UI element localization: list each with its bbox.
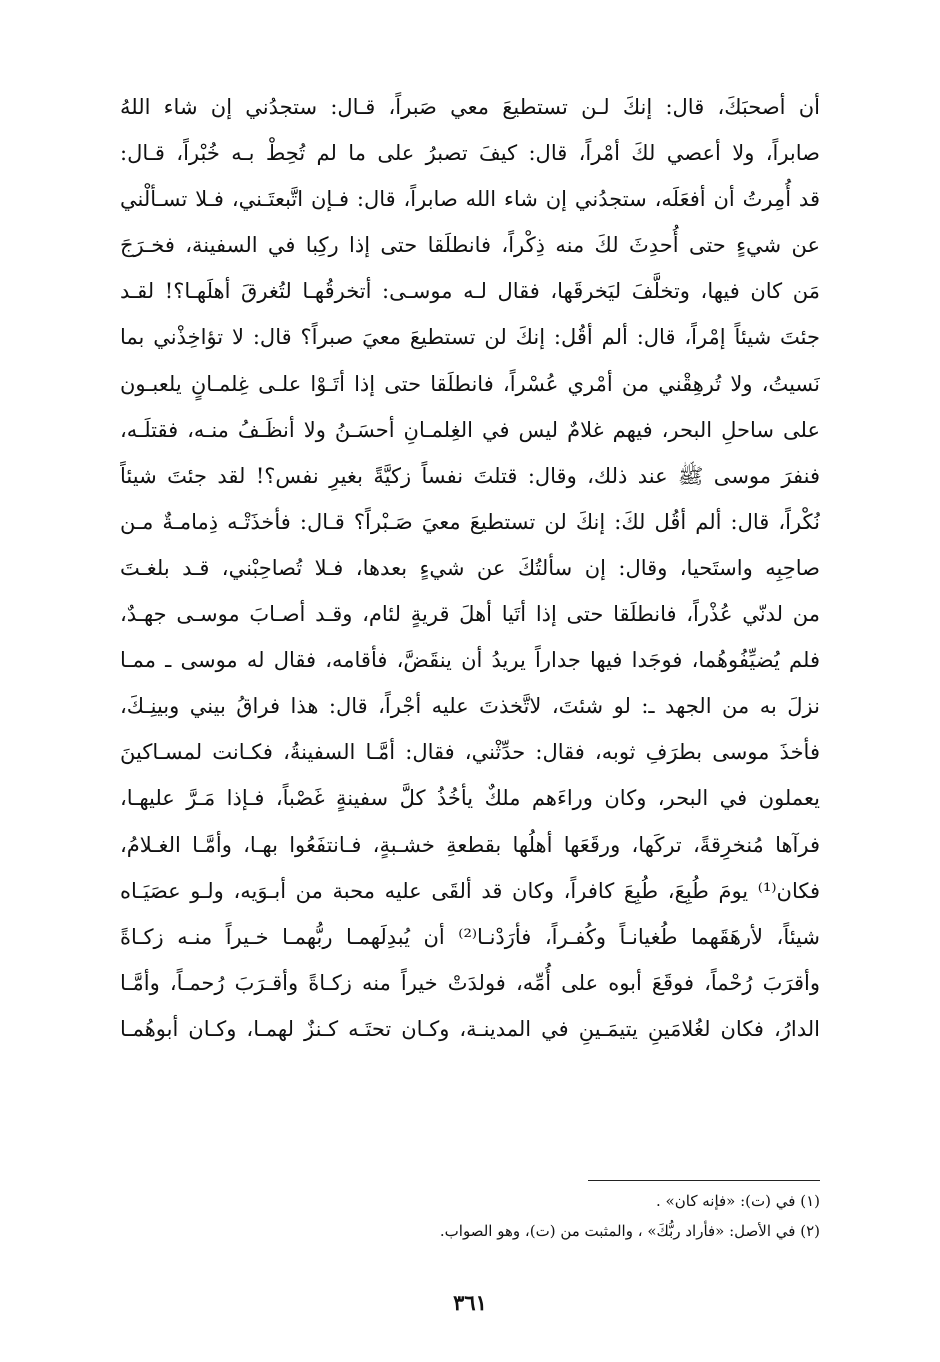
text-line-16: يعملون في البحر، وكان وراءَهم ملكٌ يأخُذُ كلَّ سفينةٍ غَصْباً، فـإذا مَـرَّ عليهـا، xyxy=(120,786,820,811)
footnote-divider xyxy=(588,1180,820,1181)
footnote-1: (١) في (ت): «فإنه كان» . xyxy=(656,1192,820,1210)
text-line-14: نزلَ به من الجهد ـ: لو شئتَ، لاتَّخذتَ عليه أجْراً، قال: هذا فراقُ بيني وبينِـكَ، xyxy=(120,694,820,719)
text-line-11: صاحِبِه واستَحيا، وقال: إن سألتُكَ عن شيءٍ بعدها، فـلا تُصاحِبْني، قـد بلغـتَ xyxy=(120,555,820,580)
text-line-10: نُكْراً، قال: ألم أقُل لكَ: إنكَ لن تستطيعَ معيَ صَـبْراً؟ قـال: فأخذَتْـه ذِمامـةٌ مـن xyxy=(120,509,820,534)
text-line-20: وأقرَبَ رُحْماً، فوقَعَ أبوه على أُمِّه، فولدَتْ خيراً منه زكـاةً وأقـرَبَ رُحمـاً، وأمَّـا xyxy=(120,970,820,995)
text-line-18: فكان⁽¹⁾ يومَ طُبِعَ، طُبِعَ كافراً، وكان قد ألقَى عليه محبة من أبـوَيه، ولـو عصَيَـاه xyxy=(120,878,820,903)
main-text xyxy=(120,84,820,1052)
page-number: ٣٦١ xyxy=(453,1290,487,1315)
text-line-15: فأخذَ موسى بطرَفِ ثوبه، فقال: حدِّثْني، فقال: أمَّـا السفينةُ، فكـانت لمسـاكينَ xyxy=(120,740,820,765)
footnote-2: (٢) في الأصل: «فأراد ربُّكَ» ، والمثبت من (ت)، وهو الصواب. xyxy=(439,1222,820,1240)
text-line-6: جئتَ شيئاً إمْراً، قال: ألم أقُل: إنكَ لن تستطيعَ معيَ صبراً؟ قال: لا تؤاخِذْني بما xyxy=(120,325,820,350)
text-line-17: فرآها مُنخرِقةً، تركَها، ورقَعَها أهلُها بقطعةِ خشـبةٍ، فـانتفَعُوا بهـا، وأمَّـا الغـلامُ، xyxy=(120,832,820,857)
text-line-5: مَن كان فيها، وتخلَّفَ ليَخرقَها، فقال لـه موسـى: أتخرقُهـا لتُغرقَ أهلَهـا؟! لقـد xyxy=(120,279,820,304)
text-line-9: فنفرَ موسى ﷺ عند ذلك، وقال: قتلتَ نفساً زكيَّةً بغيرِ نفس؟! لقد جئتَ شيئاً xyxy=(120,463,820,488)
text-line-2: صابراً، ولا أعصي لكَ أمْراً، قال: كيفَ تصبرُ على ما لم تُحِطْ بـه خُبْراً، قـال: xyxy=(120,141,820,166)
text-line-13: فلم يُضيِّفُوهُما، فوجَدا فيها جداراً يريدُ أن ينقَضَّ، فأقامه، فقال له موسى ـ ممـا xyxy=(120,648,820,673)
text-line-4: عن شيءٍ حتى أُحدِثَ لكَ منه ذِكْراً، فانطلَقا حتى إذا ركِبا في السفينة، فخـرَجَ xyxy=(120,233,820,258)
text-line-3: قد أُمِرتُ أن أفعَلَه، ستجدُني إن شاء الله صابراً، قال: فـإن اتَّبعتَـني، فـلا تسـألْني xyxy=(120,187,820,212)
text-line-19: شيئاً، لأرهَقَهما طُغيانـاً وكُفـراً، فأرَدْنـا⁽²⁾ أن يُبدِلَهمـا ربُّهمـا خـيراً منـه زكـاةً xyxy=(120,924,820,949)
text-line-8: على ساحلِ البحر، فيهم غلامٌ ليس في الغِلمـانِ أحسَـنُ ولا أنظَـفُ منـه، فقتلَـه، xyxy=(120,417,820,442)
text-line-21: الدارُ، فكان لغُلامَينِ يتيمَـينِ في المدينـة، وكـان تحتَـه كـنزٌ لهمـا، وكـان أبوهُمـا xyxy=(120,1016,820,1041)
text-line-12: من لدنّي عُذْراً، فانطلَقا حتى إذا أتَيا أهلَ قريةٍ لئام، وقـد أصـابَ موسـى جهـدٌ، xyxy=(120,602,820,627)
text-line-7: نَسيتُ، ولا تُرهِقْني من أمْري عُسْراً، فانطلَقا حتى إذا أتَـوْا علـى غِلمـانٍ يلعبـون xyxy=(120,371,820,396)
text-line-1: أن أصحبَكَ، قال: إنكَ لـن تستطيعَ معي صَبراً، قـال: ستجدُني إن شاء اللهُ xyxy=(120,95,820,119)
footnotes xyxy=(300,1186,820,1246)
